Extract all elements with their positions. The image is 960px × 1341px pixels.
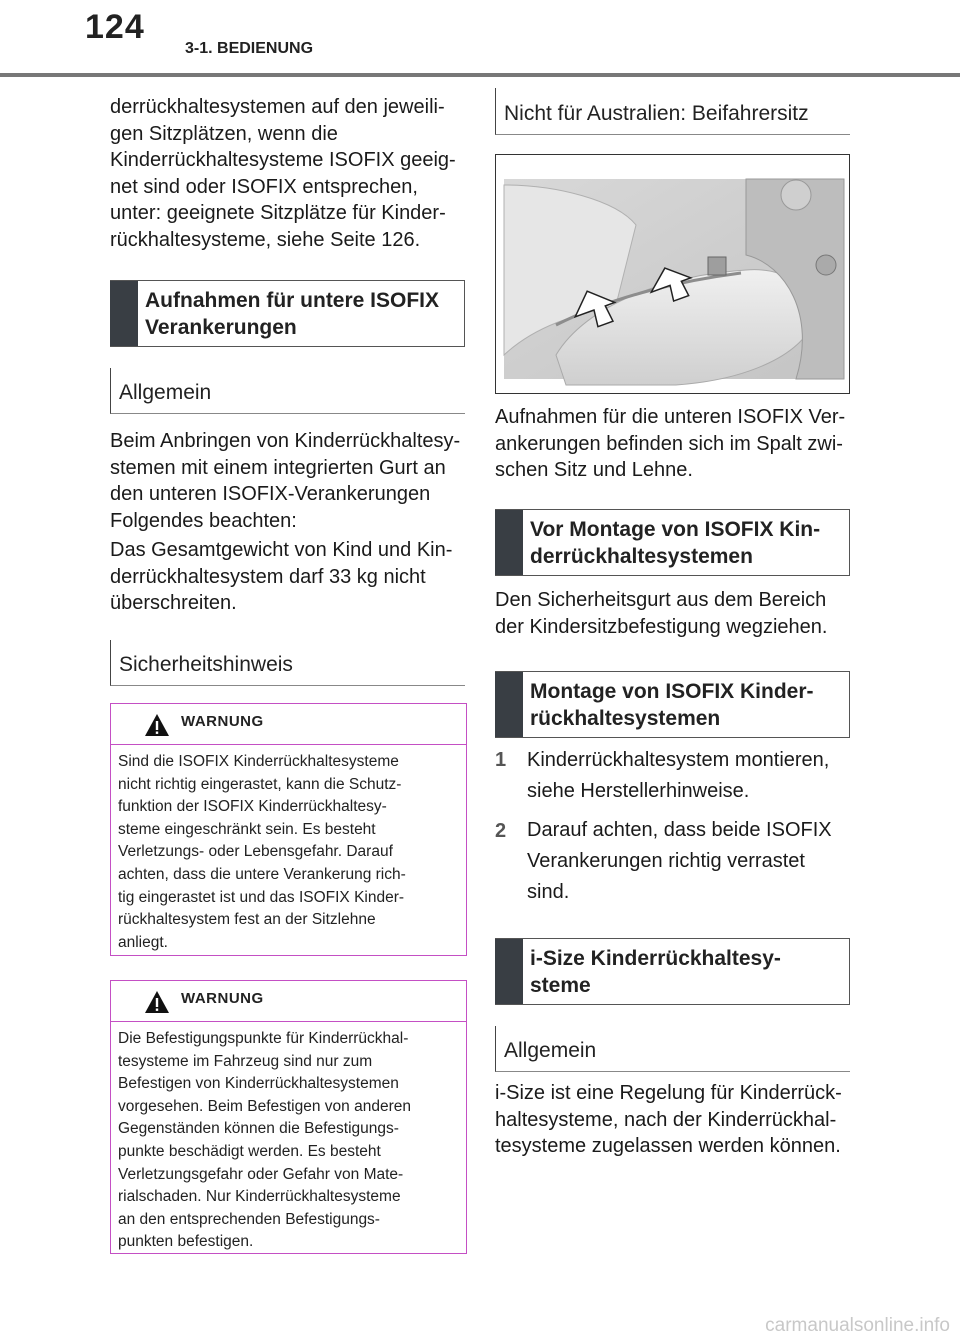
header-divider	[0, 73, 960, 77]
heading-isize	[495, 938, 850, 1005]
section-title: 3-1. BEDIENUNG	[185, 40, 314, 57]
warning-header	[111, 704, 466, 745]
heading-before-mount	[495, 509, 850, 576]
warning-triangle-icon	[144, 713, 170, 737]
subheading-text: Allgemein	[119, 381, 212, 404]
warning-title: WARNUNG	[181, 713, 264, 730]
warning-text: Sind die ISOFIX Kinderrückhaltesysteme nicht richtig eingerastet, kann die Schutz- funktion der ISOFIX Kinderrückhaltesy- steme eingeschränkt sein. Es besteht Verletzungs- oder Lebensgefahr. Darauf achten, dass die untere Verankerung rich- tig eingerastet ist und das ISOFIX Kinder- rückhaltesystem fest an der Sitzlehne anliegt.	[118, 753, 406, 951]
warning-text: Die Befestigungspunkte für Kinderrückhal- tesysteme im Fahrzeug sind nur zum Befestigen von Kinderrückhaltesystemen vorgesehen. Beim Befestigen von anderen Gegenständen können die Befestigungs- punkte beschädigt werden. Es besteht Verletzungsgefahr oder Gefahr von Mate- rialschaden. Nur Kinderrückhaltesysteme an den entsprechenden Befestigungs- punkten befestigen.	[118, 1030, 411, 1251]
heading-text: Montage von ISOFIX Kinder- rückhaltesystemen	[530, 679, 814, 730]
weight-paragraph: Das Gesamtgewicht von Kind und Kin- derrückhaltesystem darf 33 kg nicht überschreiten.	[110, 539, 453, 614]
isize-paragraph: i-Size ist eine Regelung für Kinderrück- haltesysteme, nach der Kinderrückhal- tesysteme zugelassen werden können.	[495, 1082, 842, 1157]
heading-mount	[495, 671, 850, 738]
belt-paragraph: Den Sicherheitsgurt aus dem Bereich der Kindersitzbefestigung wegziehen.	[495, 589, 828, 638]
subheading-text: Sicherheitshinweis	[119, 653, 293, 676]
attach-paragraph: Beim Anbringen von Kinderrückhaltesy- stemen mit einem integrierten Gurt an den unteren ISOFIX-Verankerungen Folgendes beachten:	[110, 430, 461, 532]
figure-caption: Aufnahmen für die unteren ISOFIX Ver- ankerungen befinden sich im Spalt zwi- schen Sitz und Lehne.	[495, 406, 846, 481]
heading-bar	[495, 672, 523, 737]
subheading-passenger-seat	[495, 88, 850, 135]
step-text: Darauf achten, dass beide ISOFIX Verankerungen richtig verrastet sind.	[527, 819, 832, 903]
warning-box-2	[110, 980, 467, 1254]
warning-title: WARNUNG	[181, 990, 264, 1007]
intro-paragraph: derrückhaltesystemen auf den jeweili- gen Sitzplätzen, wenn die Kinderrückhaltesysteme ISOFIX geeig- net sind oder ISOFIX entsprechen, unter: geeignete Sitzplätze für Kinder- rückhaltesysteme, siehe Seite 126.	[110, 96, 456, 251]
step-text: Kinderrückhaltesystem montieren, siehe Herstellerhinweise.	[527, 749, 830, 802]
subheading-safety	[110, 640, 465, 686]
page-number: 124	[85, 8, 145, 46]
heading-bar	[495, 939, 523, 1004]
step-number: 2	[495, 820, 507, 842]
heading-text: i-Size Kinderrückhaltesy- steme	[530, 946, 781, 997]
warning-header	[111, 981, 466, 1022]
heading-bar	[110, 281, 138, 346]
warning-triangle-icon	[144, 990, 170, 1014]
heading-isofix-anchors	[110, 280, 465, 347]
warning-box-1	[110, 703, 467, 956]
heading-text: Vor Montage von ISOFIX Kin- derrückhaltesystemen	[530, 517, 821, 568]
subheading-text: Allgemein	[504, 1039, 597, 1062]
seat-isofix-illustration	[495, 154, 850, 394]
subheading-text: Nicht für Australien: Beifahrersitz	[504, 102, 809, 125]
heading-bar	[495, 510, 523, 575]
watermark: carmanualsonline.info	[765, 1315, 950, 1336]
subheading-general-right	[495, 1026, 850, 1072]
heading-text: Aufnahmen für untere ISOFIX Verankerungen	[145, 288, 440, 339]
step-number: 1	[495, 749, 507, 771]
subheading-general-left	[110, 368, 465, 414]
